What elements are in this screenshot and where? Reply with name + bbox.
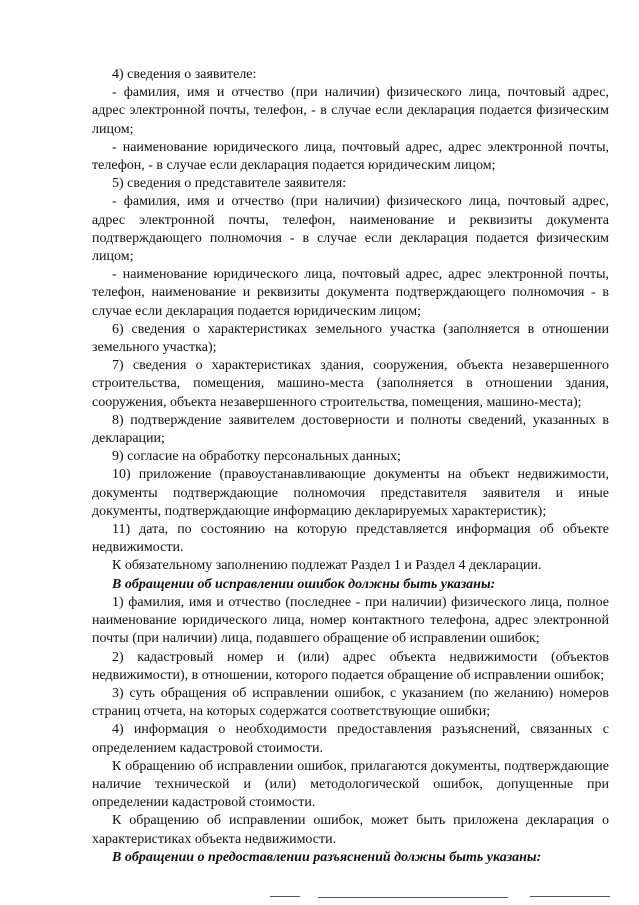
section-heading: В обращении об исправлении ошибок должны быть указаны:: [112, 576, 496, 592]
section-heading: В обращении о предоставлении разъяснений должны быть указаны:: [112, 849, 542, 865]
paragraph: К обращению об исправлении ошибок, прилагаются документы, подтверждающие наличие технической и (или) методологической ошибок, допущенные при определении кадастровой стоимости.: [92, 758, 609, 811]
paragraph: 10) приложение (правоустанавливающие документы на объект недвижимости, документы подтверждающие полномочия представителя заявителя и иные документы, подтверждающие информацию декларируемых характеристик);: [92, 467, 609, 519]
paragraph: 4) сведения о заявителе:: [112, 67, 257, 82]
paragraph: - фамилия, имя и отчество (при наличии) физического лица, почтовый адрес, адрес электронной почты, телефон, наименование и реквизиты документа подтверждающего полномочия - в случае если декларация подается физическим лицом;: [92, 194, 609, 265]
paragraph: 8) подтверждение заявителем достоверности и полноты сведений, указанных в декларации;: [92, 412, 609, 447]
scan-artifact-line: [318, 897, 508, 898]
paragraph: 9) согласие на обработку персональных данных;: [112, 449, 401, 465]
paragraph: 11) дата, по состоянию на которую представляется информация об объекте недвижимости.: [92, 522, 609, 556]
document-body: [92, 66, 609, 867]
paragraph: - наименование юридического лица, почтовый адрес, адрес электронной почты, телефон, - в случае если декларация подается юридическим лицом;: [92, 139, 609, 174]
paragraph: 7) сведения о характеристиках здания, сооружения, объекта незавершенного строительства, помещения, машино-места (заполняется в отношении здания, сооружения, объекта незавершенного строительства, помещения, машино-места);: [92, 358, 609, 410]
paragraph: 2) кадастровый номер и (или) адрес объекта недвижимости (объектов недвижимости), в отношении, которого подается обращение об исправлении ошибок;: [92, 649, 609, 683]
paragraph: 5) сведения о представителе заявителя:: [112, 176, 347, 192]
paragraph: 6) сведения о характеристиках земельного участка (заполняется в отношении земельного участка);: [92, 321, 609, 356]
scan-artifact-line: [530, 896, 610, 897]
paragraph: К обязательному заполнению подлежат Раздел 1 и Раздел 4 декларации.: [112, 558, 542, 574]
paragraph: 3) суть обращения об исправлении ошибок, с указанием (по желанию) номеров страниц отчета, на которых содержатся соответствующие ошибки;: [92, 685, 609, 720]
paragraph: 1) фамилия, имя и отчество (последнее - при наличии) физического лица, полное наименование юридического лица, номер контактного телефона, адрес электронной почты (при наличии) лица, подавшего обращение об исправлении ошибок;: [92, 594, 609, 647]
paragraph: - фамилия, имя и отчество (при наличии) физического лица, почтовый адрес, адрес электронной почты, телефон, - в случае если декларация подается физическим лицом;: [92, 85, 609, 137]
paragraph: К обращению об исправлении ошибок, может быть приложена декларация о характеристиках объекта недвижимости.: [92, 813, 609, 847]
scan-artifact-line: [270, 896, 300, 897]
paragraph: - наименование юридического лица, почтовый адрес, адрес электронной почты, телефон, наименование и реквизиты документа подтверждающего полномочия - в случае если декларация подается юридическим лицом;: [92, 267, 609, 319]
paragraph: 4) информация о необходимости предоставления разъяснений, связанных с определением кадастровой стоимости.: [92, 722, 609, 756]
